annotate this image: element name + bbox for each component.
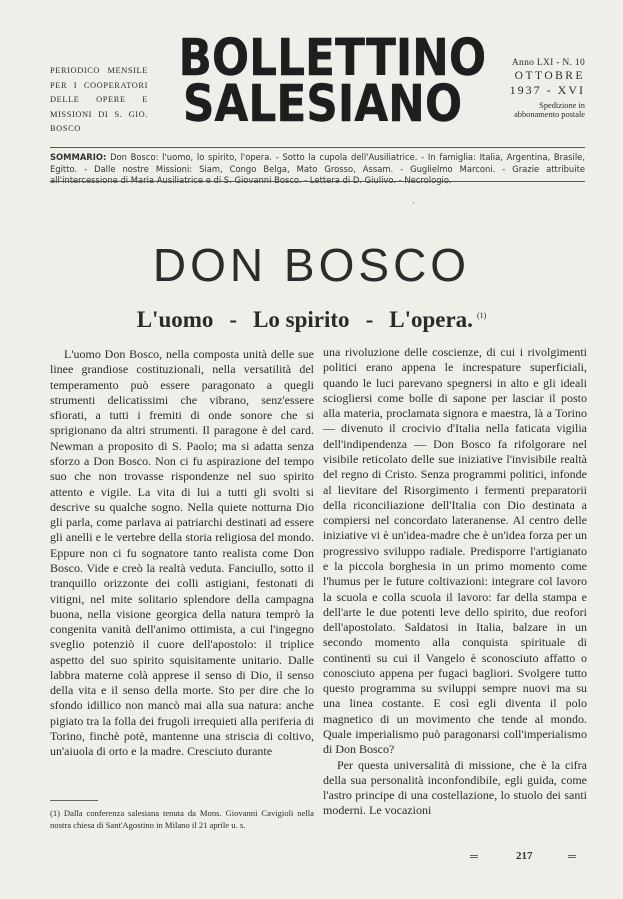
subheading-separator: - [365,307,374,332]
title-line-2: SALESIANO [182,75,463,134]
article-column-left [50,347,314,760]
issue-number: Anno LXI - N. 10 [511,58,585,68]
page-number: 217 [516,850,533,862]
footnote: (1) Dalla conferenza salesiana tenuta da Mons. Giovanni Cavigioli nella nostra chiesa di Sant'Agostino in Milano il 21 aprile u. s. [50,808,314,830]
masthead-rule [50,147,585,148]
article-subheading [0,307,623,333]
issue-info [495,58,585,119]
footnote-mark: (1) [476,311,487,320]
subheading-spirito: Lo spirito [253,307,350,332]
article-paragraph: L'uomo Don Bosco, nella composta unità delle sue linee grandiose costituzionali, nella versatilità del temperamento può essere paragonato a quegli strumenti delicatissimi che vibrano, senz'essere sfiorati, a tutti i fremiti di onde sonore che si sprigionano da altri strumenti. Il paragone è del card. Newman a proposito di S. Paolo; ma si adatta senza sforzo a Don Bosco. Non ci fu aspirazione del tempo suo che non trovasse rispondenze nel suo spirito attento e vigile. La vita di lui a tutti gli svolti si descrive su qualche sogno. Nella quiete notturna Dio gli parla, come parlava ai patriarchi destinati ad essere gli anelli e le vertebre della storia religiosa del mondo. Eppure non ci fu sognatore tanto realista come Don Bosco. Vide e creò la realtà veduta. Fanciullo, sotto il tranquillo orizzonte dei colli astigiani, festonati di vitigni, nel mite solitario splendore della campagna buona, nella visione georgica della natura temprò la congenita vanità dell'animo ottimista, a cui l'ingegno sveglio potenziò il cuore dell'apostolo: il triplice aspetto del suo spirito squisitamente unitario. Dalle labbra materne colà apprese il senso di Dio, il senso della vita e il senso della morte. Sto per dire che lo sfondo idillico non mancò mai alla sua natura: anche pigiato tra la folla dei frugoli irrequieti alla periferia di Torino, finchè potè, mantenne una striscia di coltivo, un'aiuola di orto e la madre. Cresciuto durante [50,347,314,759]
footnote-rule [50,800,98,801]
masthead-title [155,29,490,134]
article-headline: DON BOSCO [152,239,471,291]
article-paragraph: Per questa universalità di missione, che è la cifra della sua personalità inconfondibile, egli guida, come l'astro principe di una costellazione, lo stuolo dei santi moderni. Le vocazioni [323,757,587,818]
periodical-description: PERIODICO MENSILE PER I COOPERATORI DELLE OPERE E MISSIONI DI S. GIO. BOSCO [50,66,148,133]
footer-ornament-left: ═ [470,851,477,863]
summary-label: SOMMARIO: [50,152,107,162]
postal-note: Spedizione in abbonamento postale [514,101,585,119]
subheading-opera: L'opera. [389,307,473,332]
summary-text: Don Bosco: l'uomo, lo spirito, l'opera. - Sotto la cupola dell'Ausiliatrice. - In famiglia: Italia, Argentina, Brasile, Egitto. - Dalle nostre Missioni: Siam, Congo Belga, Mato Grosso, Assam. - Guglielmo Marconi. - Grazie attribuite [50,152,585,174]
title-line-1: BOLLETTINO [178,29,487,88]
issue-year: 1937 - XVI [509,83,585,97]
subheading-uomo: L'uomo [136,307,214,332]
article-paragraph: una rivoluzione delle coscienze, di cui i rivolgimenti politici erano appena le increspature superficiali, quando le luci parevano spegnersi in alto e gli ideali sciogliersi come bolle di sapone per lasciar il posto alla materia, proclamata signora e maestra, là a Torino — divenuto il crocivio d'Italia nella faticata vigilia dell'indipendenza — Don Bosco fa rifolgorare nel visibile reticolato delle sue iniziative l'invisibile realtà del regno di Cristo. Senza programmi politici, infonde al lievitare del Risorgimento i fermenti preparatorii della riconciliazione dell'Italia con Dio destinata a compiersi nel concordato lateranense. Al centro delle iniziative vi è un'idea-madre che è un'idea forza per un progressivo sviluppo radiale. Predisporre l'artigianato e la piccola borghesia in un primo momento come l'humus per le future coltivazioni: integrare col lavoro la scuola e colla scuola il lavoro: far della stampa e dell'arte le due potenti leve dello spirito, due reofori dell'apostolato. Saldatosi in Italia, balzare in un secondo momento alla conquista spirituale di continenti su cui il Vangelo è sconosciuto affatto o conosciuto appena per fugaci bagliori. Svolgere tutto questo programma su sviluppi sempre nuovi ma su una linea costante. E così egli diventa il polo magnetico di un movimento che tende al mondo. Quale imperialismo può paragonarsi coll'imperialismo di Don Bosco? [323,345,587,757]
subheading-separator: - [229,307,238,332]
footer-ornament-right: ═ [568,851,575,863]
issue-month: OTTOBRE [514,70,585,82]
summary-rule [50,181,585,182]
separator-dot: · [412,198,415,208]
article-column-right [323,345,587,819]
